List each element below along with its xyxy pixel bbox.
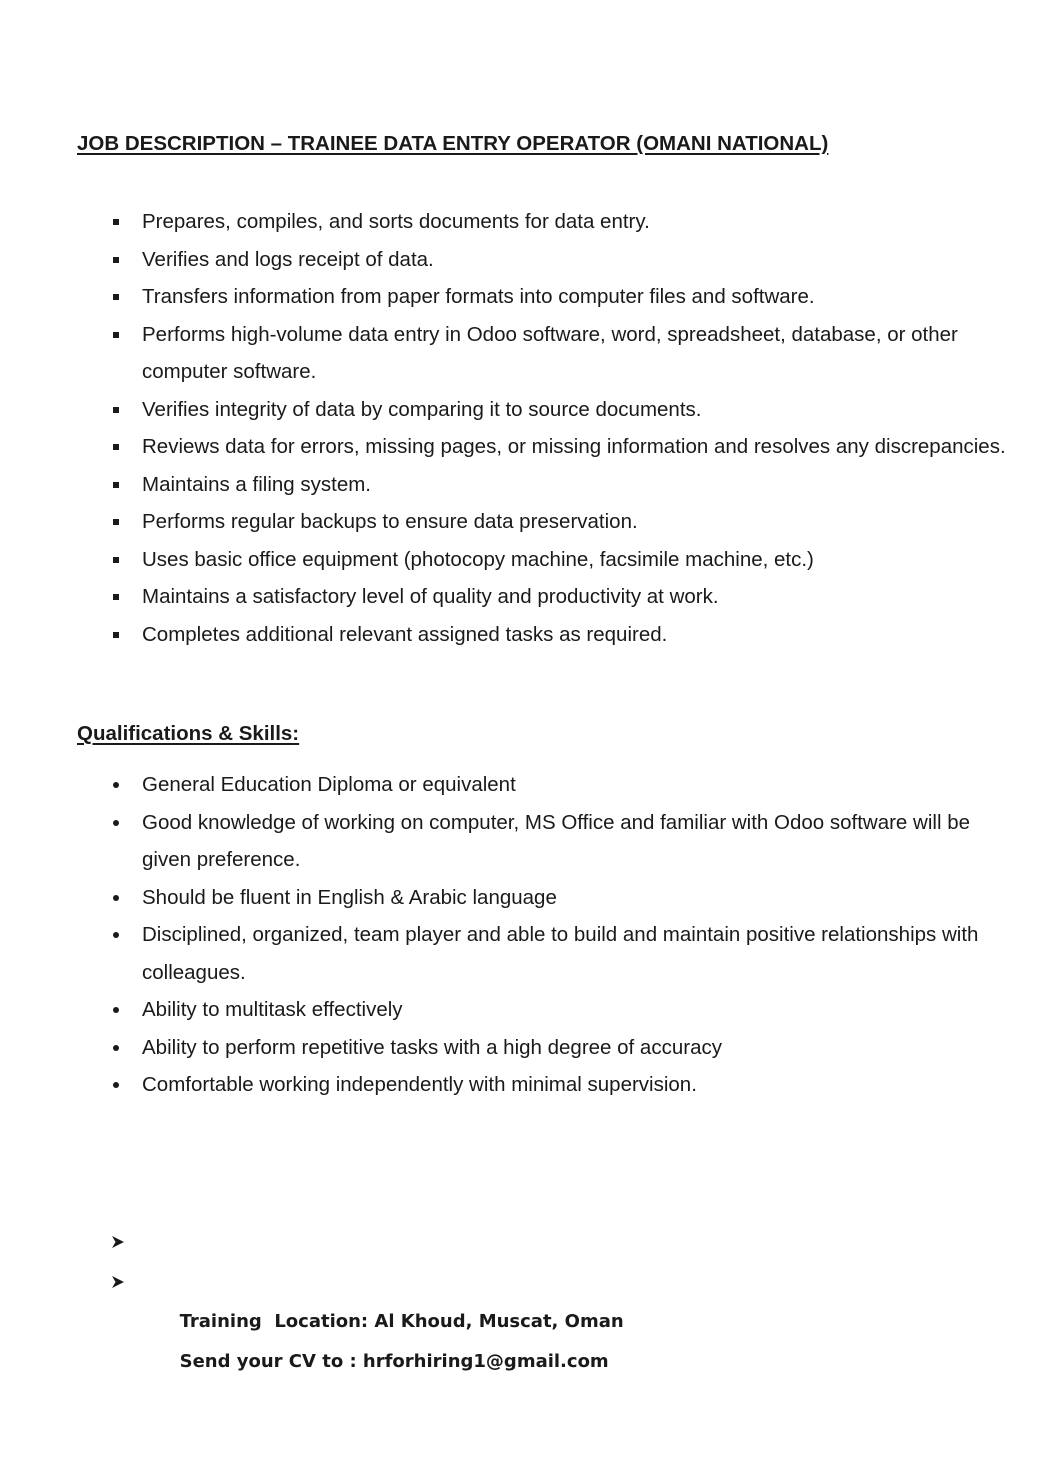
list-item-text: Verifies and logs receipt of data. xyxy=(142,247,434,271)
list-item xyxy=(0,916,1043,991)
dot-bullet-icon xyxy=(113,1082,119,1088)
square-bullet-icon xyxy=(113,519,119,525)
list-item-text: Verifies integrity of data by comparing it to source documents. xyxy=(142,397,702,421)
dot-bullet-icon xyxy=(113,820,119,826)
contact-section xyxy=(0,1222,1043,1372)
square-bullet-icon xyxy=(113,257,119,263)
training-location-row xyxy=(0,1222,1043,1332)
page-title: JOB DESCRIPTION – TRAINEE DATA ENTRY OPERATOR (OMANI NATIONAL) xyxy=(77,132,829,155)
duties-list xyxy=(0,203,1043,653)
list-item-text: Transfers information from paper formats into computer files and software. xyxy=(142,285,815,308)
list-item xyxy=(0,804,1043,879)
list-item-text: Maintains a satisfactory level of quality and productivity at work. xyxy=(142,585,719,608)
square-bullet-icon xyxy=(113,594,119,600)
dot-bullet-icon xyxy=(113,782,119,788)
list-item xyxy=(0,578,1043,616)
list-item xyxy=(0,241,1043,279)
list-item-text: Maintains a filing system. xyxy=(142,472,372,496)
square-bullet-icon xyxy=(113,219,119,225)
list-item-text: Good knowledge of working on computer, MS Office and familiar with Odoo software will be given preference. xyxy=(142,810,970,871)
list-item-text: Disciplined, organized, team player and able to build and maintain positive relationships with colleagues. xyxy=(142,923,979,984)
list-item xyxy=(0,541,1043,579)
list-item xyxy=(0,879,1043,917)
arrowhead-bullet-icon xyxy=(110,1234,126,1250)
list-item-text: General Education Diploma or equivalent xyxy=(142,773,516,796)
square-bullet-icon xyxy=(113,294,119,300)
square-bullet-icon xyxy=(113,557,119,563)
send-cv-text: Send your CV to : hrforhiring1@gmail.com xyxy=(179,1351,609,1372)
list-item xyxy=(0,991,1043,1029)
list-item xyxy=(0,203,1043,241)
dot-bullet-icon xyxy=(113,1045,119,1051)
list-item-text: Reviews data for errors, missing pages, or missing information and resolves any discrepancies. xyxy=(142,435,1006,458)
square-bullet-icon xyxy=(113,407,119,413)
list-item-text: Ability to multitask effectively xyxy=(142,998,403,1021)
training-location-text: Training Location: Al Khoud, Muscat, Oman xyxy=(179,1311,624,1332)
list-item xyxy=(0,1029,1043,1067)
list-item xyxy=(0,503,1043,541)
dot-bullet-icon xyxy=(113,1007,119,1013)
list-item-text: Uses basic office equipment (photocopy machine, facsimile machine, etc.) xyxy=(142,547,814,571)
list-item-text: Ability to perform repetitive tasks with a high degree of accuracy xyxy=(142,1035,722,1059)
list-item-text: Performs high-volume data entry in Odoo software, word, spreadsheet, database, or other computer software. xyxy=(142,322,958,383)
list-item-text: Should be fluent in English & Arabic language xyxy=(142,885,557,909)
square-bullet-icon xyxy=(113,444,119,450)
square-bullet-icon xyxy=(113,482,119,488)
square-bullet-icon xyxy=(113,332,119,338)
qualifications-list xyxy=(0,766,1043,1104)
list-item xyxy=(0,278,1043,316)
list-item-text: Prepares, compiles, and sorts documents for data entry. xyxy=(142,210,650,233)
list-item xyxy=(0,316,1043,391)
list-item-text: Performs regular backups to ensure data preservation. xyxy=(142,510,638,533)
arrowhead-bullet-icon xyxy=(110,1274,126,1290)
square-bullet-icon xyxy=(113,632,119,638)
list-item xyxy=(0,616,1043,654)
qualifications-heading: Qualifications & Skills: xyxy=(77,722,300,745)
dot-bullet-icon xyxy=(113,932,119,938)
list-item xyxy=(0,466,1043,504)
list-item-text: Comfortable working independently with minimal supervision. xyxy=(142,1073,697,1096)
dot-bullet-icon xyxy=(113,895,119,901)
list-item xyxy=(0,766,1043,804)
list-item xyxy=(0,1066,1043,1104)
list-item xyxy=(0,391,1043,429)
list-item-text: Completes additional relevant assigned tasks as required. xyxy=(142,622,668,646)
list-item xyxy=(0,428,1043,466)
